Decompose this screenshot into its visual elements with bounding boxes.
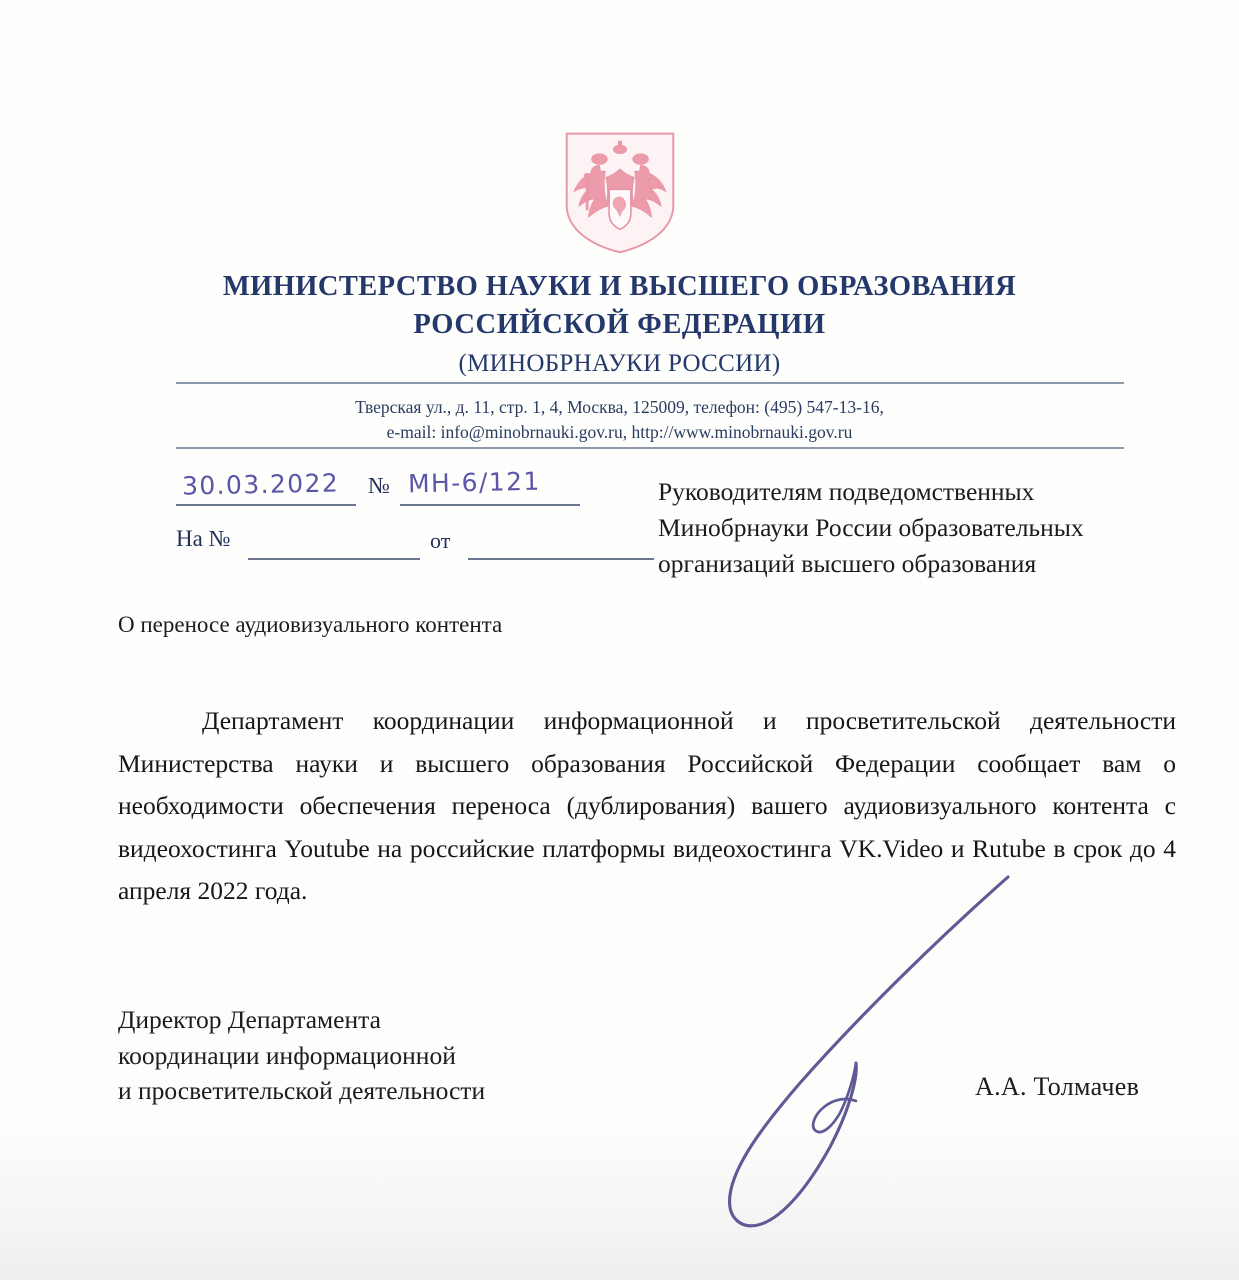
date-underline: [176, 504, 356, 506]
addressee-line-3: организаций высшего образования: [658, 549, 1037, 579]
reply-to-label: На №: [176, 526, 231, 551]
number-symbol-label: №: [368, 473, 390, 498]
subject-line: О переносе аудиовизуального контента: [118, 612, 503, 637]
body-paragraph: Департамент координации информационной и просветительской деятельности Министерства науки и высшего образования Российской Федерации сообщает вам о необходимости обеспечения переноса (дублирования) вашего аудиовизуального контента с видеохостинга Youtube на российские платформы видеохостинга VK.Video и Rutube в срок до 4 апреля 2022 года.: [118, 706, 1176, 906]
reply-date-underline: [468, 558, 654, 560]
reply-to-underline: [248, 558, 420, 560]
header-divider-top: [176, 382, 1124, 384]
contact-email-line: e-mail: info@minobrnauki.gov.ru, http://www.minobrnauki.gov.ru: [386, 421, 853, 442]
contact-address-line: Тверская ул., д. 11, стр. 1, 4, Москва, 125009, телефон: (495) 547-13-16,: [355, 397, 884, 417]
ministry-short-name: (МИНОБРНАУКИ РОССИИ): [458, 349, 781, 377]
addressee-block: [658, 474, 1178, 583]
signer-title-line-3: и просветительской деятельности: [118, 1076, 486, 1106]
russian-coat-of-arms-icon: [557, 130, 683, 256]
signer-title-line-2: координации информационной: [118, 1040, 456, 1070]
reply-date-label: от: [430, 528, 451, 553]
ministry-header: [0, 268, 1239, 378]
reference-row-date-number: [176, 466, 626, 514]
number-underline: [400, 504, 580, 506]
ministry-title-line-2: РОССИЙСКОЙ ФЕДЕРАЦИИ: [413, 308, 826, 340]
reference-row-reply: [176, 526, 626, 570]
contact-details: [0, 395, 1239, 445]
handwritten-signature-icon: [690, 865, 1030, 1245]
reference-block: [176, 466, 626, 570]
addressee-line-1: Руководителям подведомственных: [658, 477, 1035, 506]
outgoing-number-handwritten: МН-6/121: [407, 466, 541, 499]
signer-name: А.А. Толмачев: [975, 1072, 1140, 1101]
header-divider-bottom: [176, 447, 1124, 449]
addressee-line-2: Минобрнауки России образовательных: [658, 513, 1084, 543]
signer-title-block: [118, 1002, 485, 1109]
ministry-title-line-1: МИНИСТЕРСТВО НАУКИ И ВЫСШЕГО ОБРАЗОВАНИЯ: [222, 271, 1017, 302]
outgoing-date-handwritten: 30.03.2022: [181, 468, 340, 501]
signer-title-line-1: Директор Департамента: [118, 1005, 381, 1034]
emblem-container: [0, 130, 1239, 256]
